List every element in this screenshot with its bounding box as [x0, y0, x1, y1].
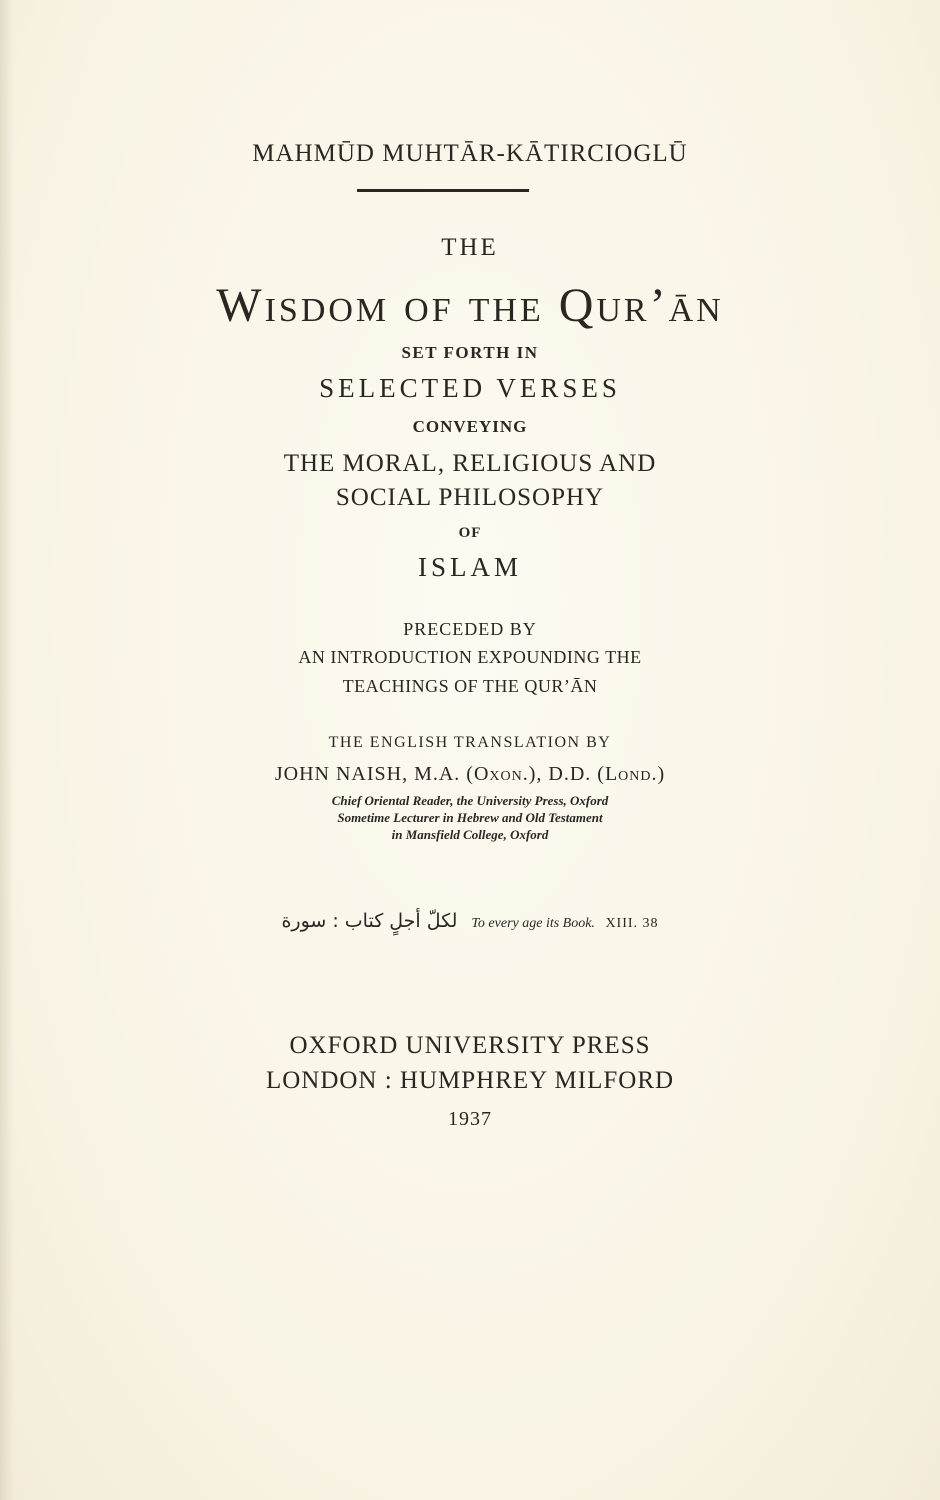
publication-year: 1937 — [448, 1108, 492, 1130]
subject-line-2: SOCIAL PHILOSOPHY — [335, 484, 605, 511]
epigraph-reference: XIII. 38 — [605, 916, 659, 931]
author-name: MAHMŪD MUHTĀR-KĀTIRCIOGLŪ — [252, 140, 688, 167]
translator-credentials-2: Sometime Lecturer in Hebrew and Old Testament — [337, 810, 603, 825]
publisher-name: OXFORD UNIVERSITY PRESS — [289, 1032, 651, 1059]
book-title: Wisdom of the Qur’ān — [216, 279, 724, 332]
epigraph-english: To every age its Book. — [471, 916, 595, 931]
translator-name: JOHN NAISH, M.A. (Oxon.), D.D. (Lond.) — [274, 763, 666, 785]
of-label: OF — [458, 525, 482, 541]
conveying-label: CONVEYING — [412, 417, 528, 436]
translation-by-label: THE ENGLISH TRANSLATION BY — [328, 734, 612, 751]
translator-credentials-1: Chief Oriental Reader, the University Press, Oxford — [331, 793, 609, 808]
selected-verses-heading: SELECTED VERSES — [319, 373, 621, 403]
publisher-place: LONDON : HUMPHREY MILFORD — [265, 1067, 675, 1094]
subject-line-1: THE MORAL, RELIGIOUS AND — [283, 450, 657, 477]
epigraph-arabic: لكلّ أجلٍ كتاب : سورة — [281, 910, 458, 932]
preceded-by-label: PRECEDED BY — [403, 619, 537, 639]
epigraph — [0, 910, 940, 932]
translator-credentials-3: in Mansfield College, Oxford — [391, 827, 549, 842]
title-article: THE — [441, 234, 499, 261]
set-forth-label: SET FORTH IN — [401, 343, 539, 362]
author-divider-rule — [357, 189, 529, 192]
introduction-line-1: AN INTRODUCTION EXPOUNDING THE — [298, 647, 642, 667]
islam-heading: ISLAM — [417, 552, 522, 582]
introduction-line-2: TEACHINGS OF THE QUR’ĀN — [342, 676, 598, 696]
